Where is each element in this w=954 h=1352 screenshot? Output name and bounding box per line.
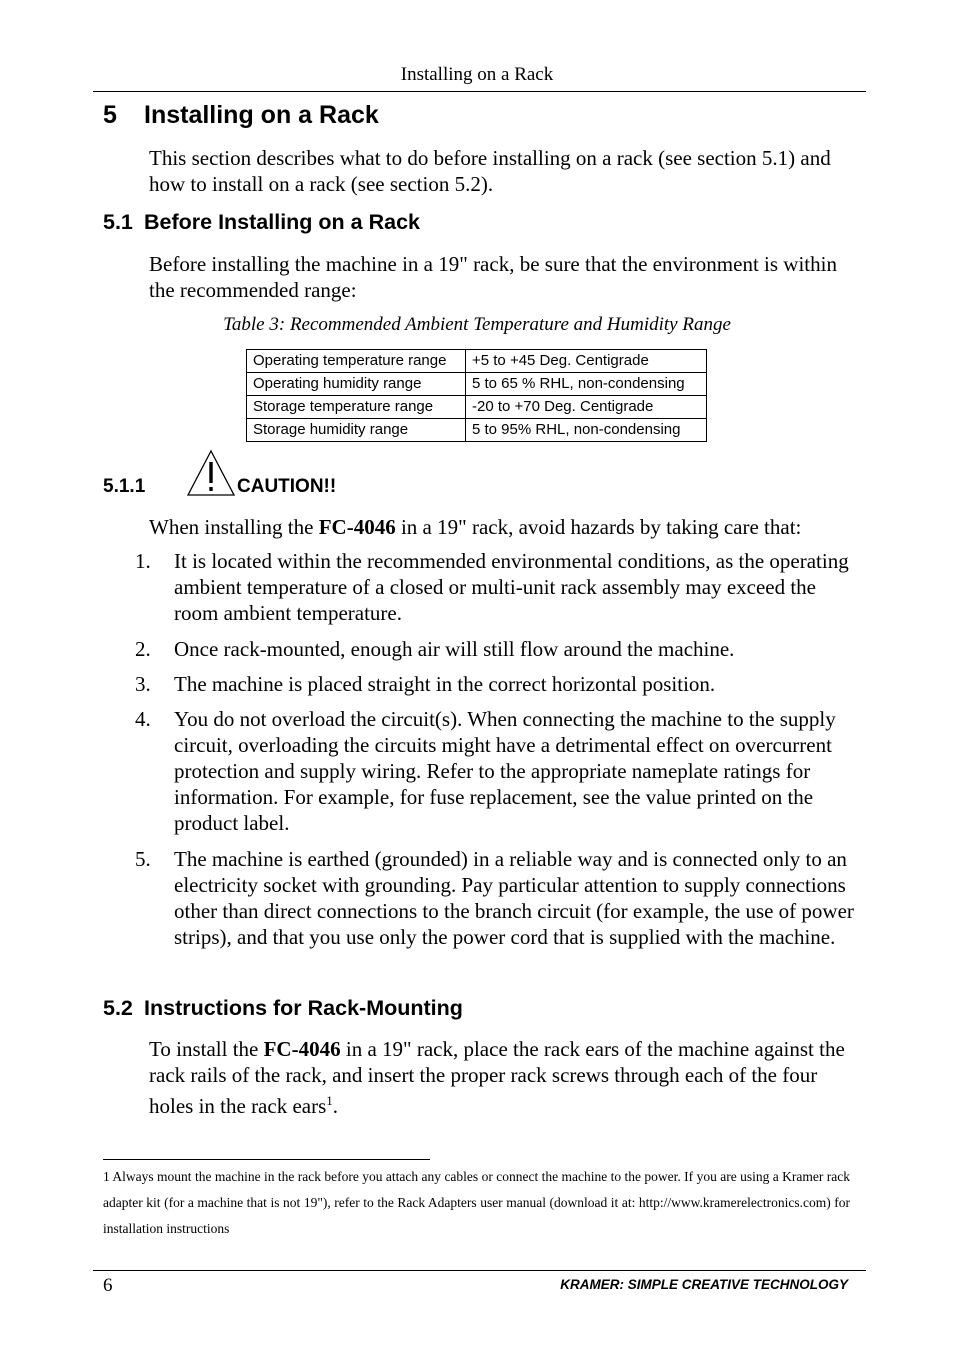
text-run: . xyxy=(332,1094,339,1118)
footnote-reference: 1 xyxy=(326,1093,333,1108)
product-name: FC-4046 xyxy=(318,515,396,539)
section-title: Before Installing on a Rack xyxy=(144,210,420,234)
running-header: Installing on a Rack xyxy=(400,64,554,85)
section-5-2-heading xyxy=(103,996,463,1021)
section-number: 5.2 xyxy=(103,996,133,1020)
list-marker: 5. xyxy=(135,847,151,871)
list-item-text: Once rack-mounted, enough air will still flow around the machine. xyxy=(174,637,735,661)
table-cell: +5 to +45 Deg. Centigrade xyxy=(466,350,707,373)
table-cell: -20 to +70 Deg. Centigrade xyxy=(466,396,707,419)
text-run: When installing the xyxy=(149,515,319,539)
table-row xyxy=(247,350,707,373)
list-marker: 2. xyxy=(135,637,151,661)
text-run: in a 19" rack, avoid hazards by taking care that: xyxy=(395,515,802,539)
product-name: FC-4046 xyxy=(263,1037,341,1061)
warning-triangle-icon xyxy=(186,449,236,497)
table-cell: Operating temperature range xyxy=(247,350,466,373)
section-title: Instructions for Rack-Mounting xyxy=(144,996,463,1020)
list-item-text: You do not overload the circuit(s). When connecting the machine to the supply circuit, overloading the circuits might have a detrimental effect on overcurrent protection and supply wiring. Refer to the appropriate nameplate ratings for information. For example, for fuse replacement, see the value printed on the product label. xyxy=(174,707,836,835)
list-item xyxy=(135,846,855,950)
text-run: To install the xyxy=(149,1037,264,1061)
page-number: 6 xyxy=(103,1275,113,1296)
table-row xyxy=(247,373,707,396)
section-number: 5 xyxy=(103,101,117,129)
environment-table xyxy=(246,349,707,442)
list-item xyxy=(135,706,855,836)
list-item-text: The machine is earthed (grounded) in a reliable way and is connected only to an electricity socket with grounding. Pay particular attention to supply connections other than direct connections to the branch circuit (for example, the use of power strips), and that you use only the power cord that is supplied with the machine. xyxy=(174,847,854,949)
table-cell: Storage temperature range xyxy=(247,396,466,419)
table-row xyxy=(247,396,707,419)
section-5-heading xyxy=(103,101,379,130)
footnote-rule xyxy=(103,1159,430,1160)
list-marker: 1. xyxy=(135,549,151,573)
text-run: in a 19" rack, place the rack ears of the machine against the rack rails of the rack, and insert the proper rack screws through each of the four holes in the rack ears xyxy=(149,1037,845,1118)
section-5-2-text xyxy=(149,1036,849,1119)
section-5-intro: This section describes what to do before installing on a rack (see section 5.1) and how to install on a rack (see section 5.2). xyxy=(149,146,831,196)
section-title: CAUTION!! xyxy=(237,476,337,497)
list-item xyxy=(135,548,855,626)
table-cell: 5 to 65 % RHL, non-condensing xyxy=(466,373,707,396)
list-item xyxy=(135,636,855,662)
section-title: Installing on a Rack xyxy=(144,101,379,129)
section-number: 5.1.1 xyxy=(103,476,146,497)
table-caption: Table 3: Recommended Ambient Temperature and Humidity Range xyxy=(223,314,731,335)
table-cell: 5 to 95% RHL, non-condensing xyxy=(466,419,707,442)
table-cell: Storage humidity range xyxy=(247,419,466,442)
section-5-1-heading xyxy=(103,210,420,235)
header-rule xyxy=(93,91,866,92)
footnote: 1 Always mount the machine in the rack before you attach any cables or connect the machine to the power. If you are using a Kramer rack adapter kit (for a machine that is not 19"), refer to the Rack Adapters user manual (download it at: http://www.kramerelectronics.com) for installation instructions xyxy=(103,1169,850,1236)
table-cell: Operating humidity range xyxy=(247,373,466,396)
list-marker: 4. xyxy=(135,707,151,731)
list-item xyxy=(135,671,855,697)
list-item-text: It is located within the recommended environmental conditions, as the operating ambient temperature of a closed or multi-unit rack assembly may exceed the room ambient temperature. xyxy=(174,549,849,625)
footer-rule xyxy=(93,1270,866,1271)
list-item-text: The machine is placed straight in the correct horizontal position. xyxy=(174,672,716,696)
table-row xyxy=(247,419,707,442)
section-5-1-intro: Before installing the machine in a 19" rack, be sure that the environment is within the recommended range: xyxy=(149,252,837,302)
footer-brand: KRAMER: SIMPLE CREATIVE TECHNOLOGY xyxy=(560,1277,848,1292)
section-5-1-1-intro xyxy=(149,514,869,540)
list-marker: 3. xyxy=(135,672,151,696)
section-number: 5.1 xyxy=(103,210,133,234)
